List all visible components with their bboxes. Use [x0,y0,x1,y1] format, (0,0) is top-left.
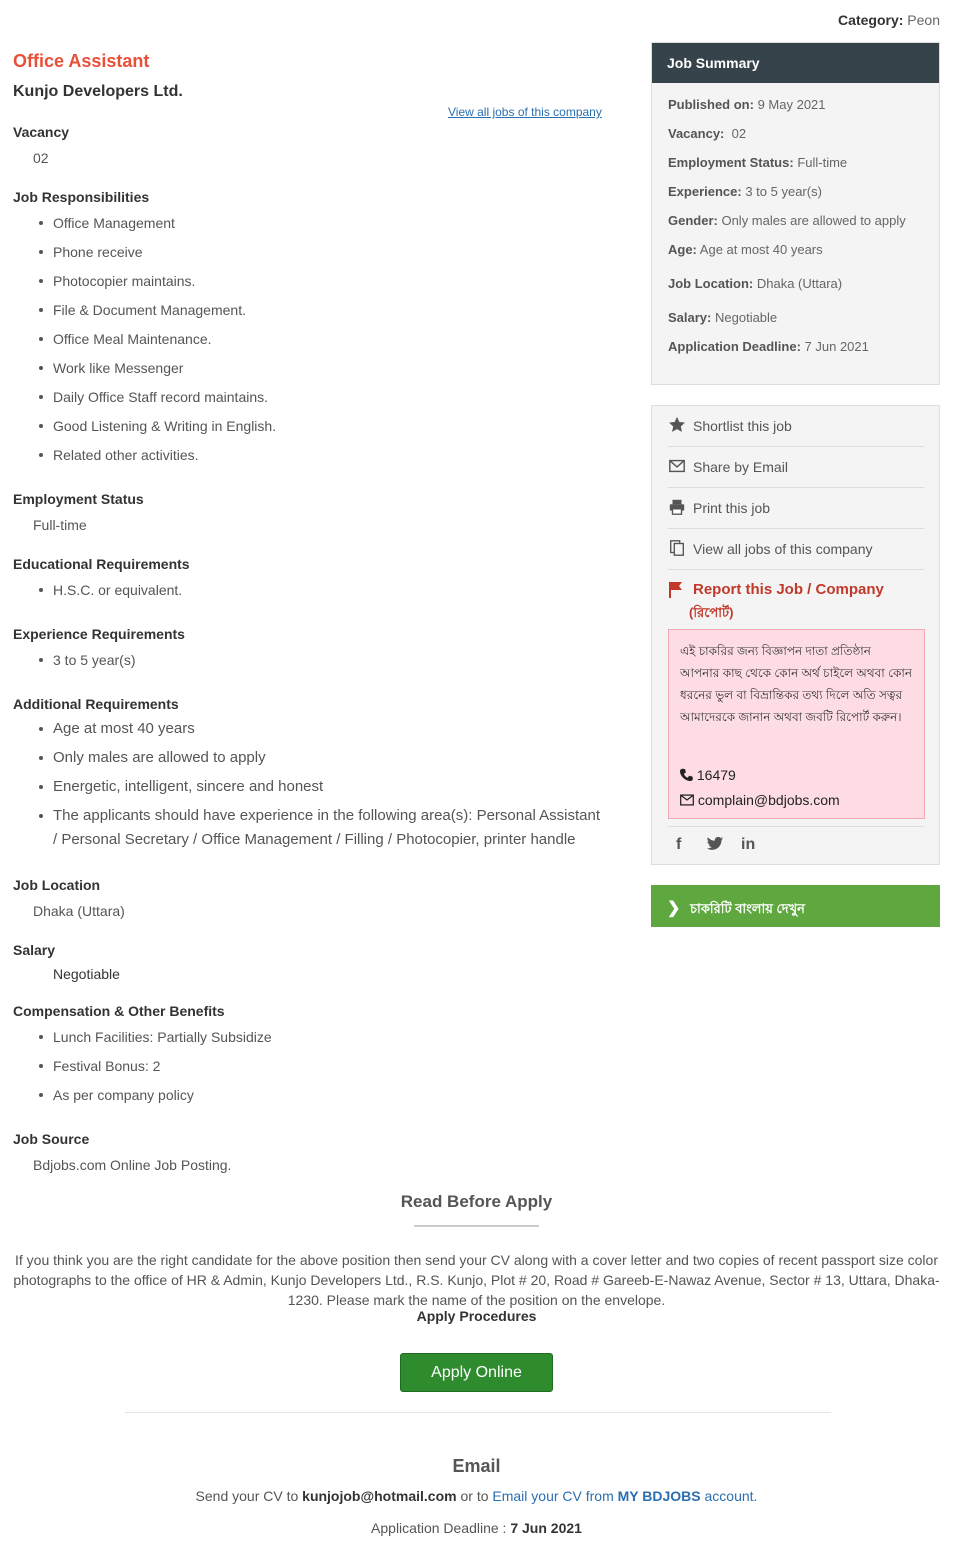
compensation-list [53,1025,613,1112]
list-item: The applicants should have experience in the following area(s): Personal Assistant / Personal Secretary / Office Management / Filling / Photocopier, printer handle [53,804,608,852]
apply-procedures-label: Apply Procedures [416,1308,537,1324]
chevron-right-icon: ❯ [667,900,681,917]
my-bdjobs-link[interactable]: MY BDJOBS [617,1488,701,1504]
warning-text: এই চাকরির জন্য বিজ্ঞাপন দাতা প্রতিষ্ঠান আপনার কাছ থেকে কোন অর্থ চাইলে অথবা কোন ধরনের ভুল বা বিভ্রান্তিকর তথ্য দিলে অতি সত্বর আমাদেরকে জানান অথবা জবটি রিপোর্ট করুন। [680,644,912,724]
experience-heading: Experience Requirements [13,626,185,642]
send-prefix: Send your CV to [195,1488,299,1504]
responsibilities-list [53,211,613,472]
location-value: Dhaka (Uttara) [33,903,125,919]
summary-row-salary: Salary: Negotiable [668,310,778,325]
summary-row-experience: Experience: 3 to 5 year(s) [668,184,822,199]
divider [125,1412,831,1413]
email-cv-link[interactable]: Email your CV from [492,1488,614,1504]
source-heading: Job Source [13,1131,90,1147]
phone-number[interactable]: 16479 [696,767,736,783]
vacancy-value: 02 [33,150,49,166]
summary-row-published: Published on: 9 May 2021 [668,97,826,112]
list-item: Good Listening & Writing in English. [53,414,613,438]
summary-row-gender: Gender: Only males are allowed to apply [668,213,906,228]
job-summary-card [651,42,940,385]
education-list [53,578,613,607]
email-row [680,789,840,811]
list-item: Age at most 40 years [53,717,608,741]
heading-underline [414,1225,539,1227]
summary-row-employment: Employment Status: Full-time [668,155,848,170]
summary-row-location: Job Location: Dhaka (Uttara) [668,276,843,291]
job-actions-card [651,405,940,865]
phone-row [680,764,736,786]
view-all-jobs-button[interactable] [668,529,924,570]
linkedin-icon[interactable]: in [741,836,756,853]
share-email-label: Share by Email [693,459,788,475]
list-item: File & Document Management. [53,298,613,322]
list-item: 3 to 5 year(s) [53,648,613,672]
additional-heading: Additional Requirements [13,696,179,712]
bangla-button-label: চাকরিটি বাংলায় দেখুন [690,901,805,916]
list-item: Phone receive [53,240,613,264]
employment-status-heading: Employment Status [13,491,144,507]
envelope-icon [680,794,694,806]
shortlist-label: Shortlist this job [693,418,792,434]
report-job-link[interactable]: Report this Job / Company [693,581,884,598]
read-before-apply-heading: Read Before Apply [400,1192,553,1211]
vacancy-heading: Vacancy [13,124,70,140]
list-item: Energetic, intelligent, sincere and honest [53,775,608,799]
flag-icon [668,581,684,599]
additional-list [53,717,608,857]
star-icon [668,416,686,434]
responsibilities-heading: Job Responsibilities [13,189,150,205]
email-heading: Email [452,1456,501,1476]
apply-instructions: If you think you are the right candidate for the above position then send your CV along with a cover letter and two copies of recent passport size color photographs to the office of HR & Admin, Kunjo Developers Ltd., R.S. Kunjo, Plot # 20, Road # Gareeb-E-Nawaz Avenue, Sector # 13, Uttara, Dhaka-1230. Please mark the name of the position on the envelope. [13,1252,940,1308]
summary-row-age: Age: Age at most 40 years [668,242,823,257]
location-heading: Job Location [13,877,101,893]
report-bangla-label: (রিপোর্ট) [689,605,734,620]
list-item: Office Management [53,211,613,235]
list-item: Related other activities. [53,443,613,467]
print-job-button[interactable] [668,488,924,529]
phone-icon [680,768,693,781]
summary-row-vacancy: Vacancy: 02 [668,126,747,141]
summary-row-deadline: Application Deadline: 7 Jun 2021 [668,339,869,354]
application-deadline [0,1520,953,1536]
compensation-heading: Compensation & Other Benefits [13,1003,225,1019]
list-item: Lunch Facilities: Partially Subsidize [53,1025,613,1049]
apply-email[interactable]: kunjojob@hotmail.com [302,1488,457,1504]
list-item: As per company policy [53,1083,613,1107]
email-instructions [0,1488,953,1504]
category-label: Category: [838,12,904,28]
list-item: Festival Bonus: 2 [53,1054,613,1078]
share-email-button[interactable] [668,447,924,488]
account-link[interactable]: account. [704,1488,758,1504]
envelope-icon [668,457,686,475]
salary-value: Negotiable [53,966,120,982]
complain-email[interactable]: complain@bdjobs.com [697,792,840,808]
list-item: Office Meal Maintenance. [53,327,613,351]
print-label: Print this job [693,500,771,516]
apply-online-button[interactable]: Apply Online [400,1353,553,1392]
experience-list [53,648,613,677]
view-all-jobs-link[interactable]: View all jobs of this company [448,105,602,119]
deadline-value: 7 Jun 2021 [510,1520,582,1536]
facebook-icon[interactable]: f [676,836,682,853]
view-all-label: View all jobs of this company [693,541,873,557]
category-value: Peon [907,12,940,28]
employment-status-value: Full-time [33,517,87,533]
company-name: Kunjo Developers Ltd. [13,83,183,100]
report-warning-box [668,629,925,819]
list-item: Daily Office Staff record maintains. [53,385,613,409]
list-item: Only males are allowed to apply [53,746,608,770]
list-item: Work like Messenger [53,356,613,380]
deadline-label: Application Deadline : [371,1520,507,1536]
copy-icon [668,539,686,557]
divider [668,826,924,827]
category [838,12,940,28]
list-item: Photocopier maintains. [53,269,613,293]
education-heading: Educational Requirements [13,556,190,572]
printer-icon [668,498,686,516]
source-value: Bdjobs.com Online Job Posting. [33,1157,232,1173]
job-title: Office Assistant [13,51,150,71]
or-to: or to [460,1488,489,1504]
twitter-icon[interactable] [706,837,724,852]
list-item: H.S.C. or equivalent. [53,578,613,602]
view-in-bangla-button[interactable] [651,885,940,927]
shortlist-job-button[interactable] [668,406,924,447]
salary-heading: Salary [13,942,56,958]
job-summary-title: Job Summary [652,43,939,83]
